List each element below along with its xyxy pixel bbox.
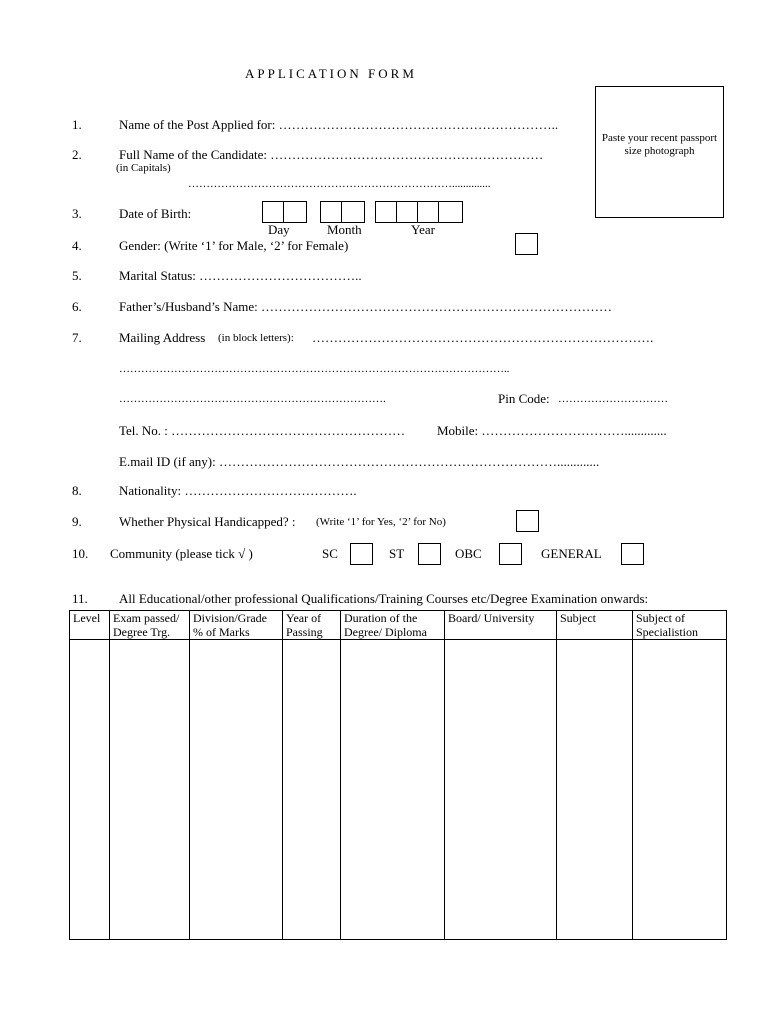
- qualifications-label: All Educational/other professional Qualifications/Training Courses etc/Degree Examination onwards:: [119, 591, 649, 606]
- table-cell[interactable]: [557, 640, 633, 940]
- dob-day-digit[interactable]: [284, 202, 305, 222]
- dob-label: Date of Birth:: [119, 206, 192, 221]
- header-exam-passed: Exam passed/ Degree Trg.: [110, 611, 190, 640]
- telephone-field[interactable]: Tel. No. : ………………………………………………: [119, 423, 406, 438]
- table-cell[interactable]: [633, 640, 727, 940]
- dob-day-digit[interactable]: [263, 202, 284, 222]
- dob-day-boxes[interactable]: [262, 201, 307, 223]
- header-year-of-passing: Year of Passing: [283, 611, 341, 640]
- table-header-row: [70, 611, 727, 640]
- header-duration: Duration of the Degree/ Diploma: [341, 611, 445, 640]
- item-number-3: 3.: [72, 206, 82, 221]
- item-number-11: 11.: [72, 591, 88, 606]
- item-number-4: 4.: [72, 238, 82, 253]
- address-line1[interactable]: …………………………………………………………………….: [312, 330, 654, 345]
- dob-year-digit[interactable]: [397, 202, 418, 222]
- photo-instructions: Paste your recent passport size photograph: [601, 132, 718, 157]
- table-cell[interactable]: [283, 640, 341, 940]
- item-number-6: 6.: [72, 299, 82, 314]
- community-general-checkbox[interactable]: [621, 543, 644, 565]
- handicapped-note: (Write ‘1’ for Yes, ‘2’ for No): [316, 516, 446, 528]
- table-cell[interactable]: [110, 640, 190, 940]
- marital-status-field[interactable]: Marital Status: ………………………………..: [119, 268, 362, 283]
- address-line3[interactable]: ……………………………………………………………….: [119, 393, 386, 405]
- item-number-9: 9.: [72, 514, 82, 529]
- table-cell[interactable]: [445, 640, 557, 940]
- block-letters-note: (in block letters):: [218, 332, 294, 344]
- post-applied-field[interactable]: Name of the Post Applied for: ………………………………………………………..: [119, 117, 559, 132]
- father-husband-name-field[interactable]: Father’s/Husband’s Name: ………………………………………………………………………: [119, 299, 613, 314]
- dob-year-digit[interactable]: [439, 202, 460, 222]
- dob-year-boxes[interactable]: [375, 201, 463, 223]
- table-cell[interactable]: [70, 640, 110, 940]
- pin-code-field[interactable]: …………………………: [558, 393, 668, 405]
- item-number-7: 7.: [72, 330, 82, 345]
- table-cell[interactable]: [341, 640, 445, 940]
- community-general-label: GENERAL: [541, 546, 602, 561]
- community-st-label: ST: [389, 546, 405, 561]
- email-field[interactable]: E.mail ID (if any): …………………………………………………………………….............: [119, 454, 600, 469]
- qualifications-table: [69, 610, 727, 940]
- header-division-grade: Division/Grade % of Marks: [190, 611, 283, 640]
- full-name-line2[interactable]: ………………………………………………………………..............: [188, 178, 491, 190]
- nationality-field[interactable]: Nationality: ………………………………….: [119, 483, 357, 498]
- community-label: Community (please tick √ ): [110, 546, 253, 561]
- item-number-1: 1.: [72, 117, 82, 132]
- gender-label: Gender: (Write ‘1’ for Male, ‘2’ for Female): [119, 238, 349, 253]
- in-capitals-note: (in Capitals): [116, 162, 171, 174]
- dob-year-digit[interactable]: [418, 202, 439, 222]
- dob-month-boxes[interactable]: [320, 201, 365, 223]
- table-cell[interactable]: [190, 640, 283, 940]
- item-number-2: 2.: [72, 147, 82, 162]
- mailing-address-label: Mailing Address: [119, 330, 206, 345]
- dob-year-digit[interactable]: [376, 202, 397, 222]
- dob-month-digit[interactable]: [342, 202, 363, 222]
- dob-month-digit[interactable]: [321, 202, 342, 222]
- header-board-university: Board/ University: [445, 611, 557, 640]
- mobile-field[interactable]: Mobile: …………………………….............: [437, 423, 667, 438]
- full-name-field[interactable]: Full Name of the Candidate: ………………………………………………………: [119, 147, 544, 162]
- header-subject: Subject: [557, 611, 633, 640]
- item-number-8: 8.: [72, 483, 82, 498]
- community-obc-checkbox[interactable]: [499, 543, 522, 565]
- page-title: APPLICATION FORM: [245, 66, 417, 81]
- header-specialisation: Subject of Specialistion: [633, 611, 727, 640]
- community-sc-label: SC: [322, 546, 338, 561]
- physical-handicapped-label: Whether Physical Handicapped? :: [119, 514, 296, 529]
- table-row: [70, 640, 727, 940]
- dob-month-label: Month: [327, 222, 362, 237]
- address-line2[interactable]: ……………………………………………………………………………………………..: [119, 363, 510, 375]
- pin-code-label: Pin Code:: [498, 391, 550, 406]
- photo-box[interactable]: [595, 86, 724, 218]
- gender-checkbox[interactable]: [515, 233, 538, 255]
- handicapped-checkbox[interactable]: [516, 510, 539, 532]
- community-sc-checkbox[interactable]: [350, 543, 373, 565]
- dob-year-label: Year: [411, 222, 435, 237]
- dob-day-label: Day: [268, 222, 290, 237]
- header-level: Level: [70, 611, 110, 640]
- community-obc-label: OBC: [455, 546, 482, 561]
- item-number-5: 5.: [72, 268, 82, 283]
- item-number-10: 10.: [72, 546, 89, 561]
- community-st-checkbox[interactable]: [418, 543, 441, 565]
